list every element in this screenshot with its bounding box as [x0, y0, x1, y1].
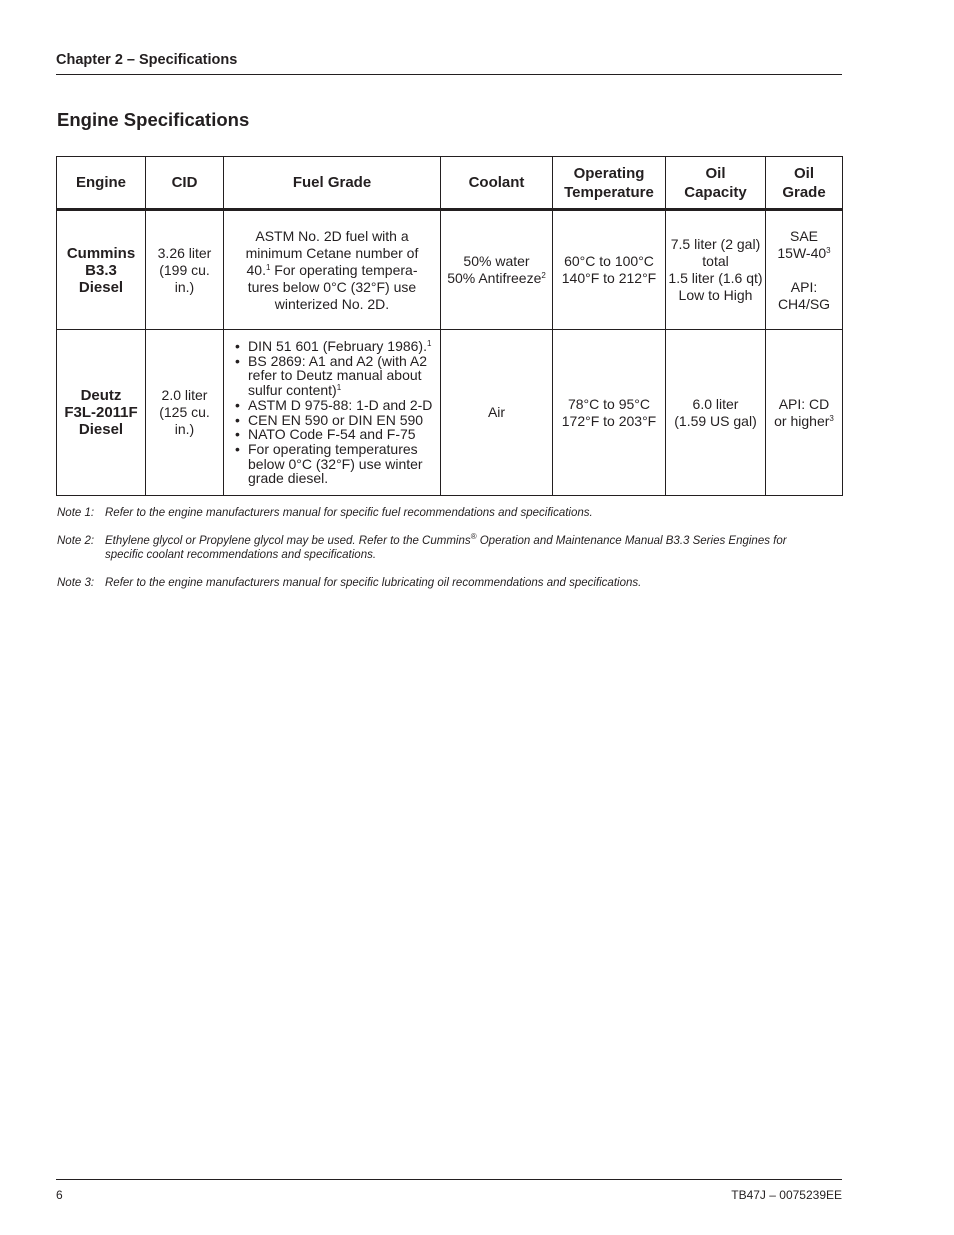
note-2: Note 2: Ethylene glycol or Propylene glycol may be used. Refer to the Cummins® Operation and Maintenance Manual B3.3 Series Engines for specific coolant recommendations and specifications.	[57, 532, 787, 561]
note-1: Note 1: Refer to the engine manufacturers manual for specific fuel recommendations and specifications.	[57, 507, 593, 519]
fuel-grade-cell: ASTM No. 2D fuel with a minimum Cetane number of 40.$^1$ For operating tempera-tures below 0°C (32°F) use winterized No. 2D.	[224, 210, 441, 330]
engine-spec-table	[56, 156, 843, 496]
oil-grade-cell: API: CD or higher$^3$	[766, 330, 843, 496]
list-item: • ASTM D 975-88: 1-D and 2-D	[232, 398, 434, 413]
page-number: 6	[56, 1188, 63, 1202]
list-item: • NATO Code F-54 and F-75	[232, 427, 434, 442]
coolant-cell: 50% water 50% Antifreeze$^2$	[441, 210, 553, 330]
document-number: TB47J – 0075239EE	[731, 1188, 842, 1202]
cid-cell: 3.26 liter (199 cu. in.)	[146, 210, 224, 330]
oil-capacity-cell: 6.0 liter (1.59 US gal)	[666, 330, 766, 496]
oil-grade-cell: SAE $15W-40^3$ API: CH4/SG	[766, 210, 843, 330]
section-title: Engine Specifications	[57, 109, 250, 130]
fuel-grade-cell	[224, 330, 441, 496]
col-header-coolant: Coolant	[441, 157, 553, 210]
operating-temperature-cell: 60°C to 100°C 140°F to 212°F	[553, 210, 666, 330]
cid-cell: 2.0 liter (125 cu. in.)	[146, 330, 224, 496]
list-item: • DIN 51 601 (February 1986).$^1$	[232, 339, 434, 354]
coolant-cell: Air	[441, 330, 553, 496]
note-3: Note 3: Refer to the engine manufacturers manual for specific lubricating oil recommendations and specifications.	[57, 577, 642, 589]
page-footer	[56, 1179, 842, 1202]
oil-capacity-cell: 7.5 liter (2 gal) total 1.5 liter (1.6 qt) Low to High	[666, 210, 766, 330]
col-header-cid: CID	[146, 157, 224, 210]
col-header-oil-capacity: Oil Capacity	[666, 157, 766, 210]
table-row	[57, 210, 843, 330]
list-item: • CEN EN 590 or DIN EN 590	[232, 413, 434, 428]
table-notes	[57, 506, 817, 604]
engine-cell: Deutz F3L-2011F Diesel	[57, 330, 146, 496]
engine-cell: Cummins B3.3 Diesel	[57, 210, 146, 330]
chapter-title: Chapter 2 – Specifications	[56, 52, 238, 68]
operating-temperature-cell: 78°C to 95°C 172°F to 203°F	[553, 330, 666, 496]
table-row	[57, 330, 843, 496]
list-item: • For operating temperatures below 0°C (32°F) use winter grade diesel.	[232, 442, 434, 486]
col-header-engine: Engine	[57, 157, 146, 210]
col-header-oil-grade: Oil Grade	[766, 157, 843, 210]
col-header-fuel-grade: Fuel Grade	[224, 157, 441, 210]
list-item: • BS 2869: A1 and A2 (with A2 refer to Deutz manual about sulfur content)$^1$	[232, 354, 434, 398]
fuel-grade-list	[226, 339, 438, 486]
col-header-operating-temperature: Operating Temperature	[553, 157, 666, 210]
table-header-row	[57, 157, 843, 210]
page-header	[56, 52, 842, 75]
